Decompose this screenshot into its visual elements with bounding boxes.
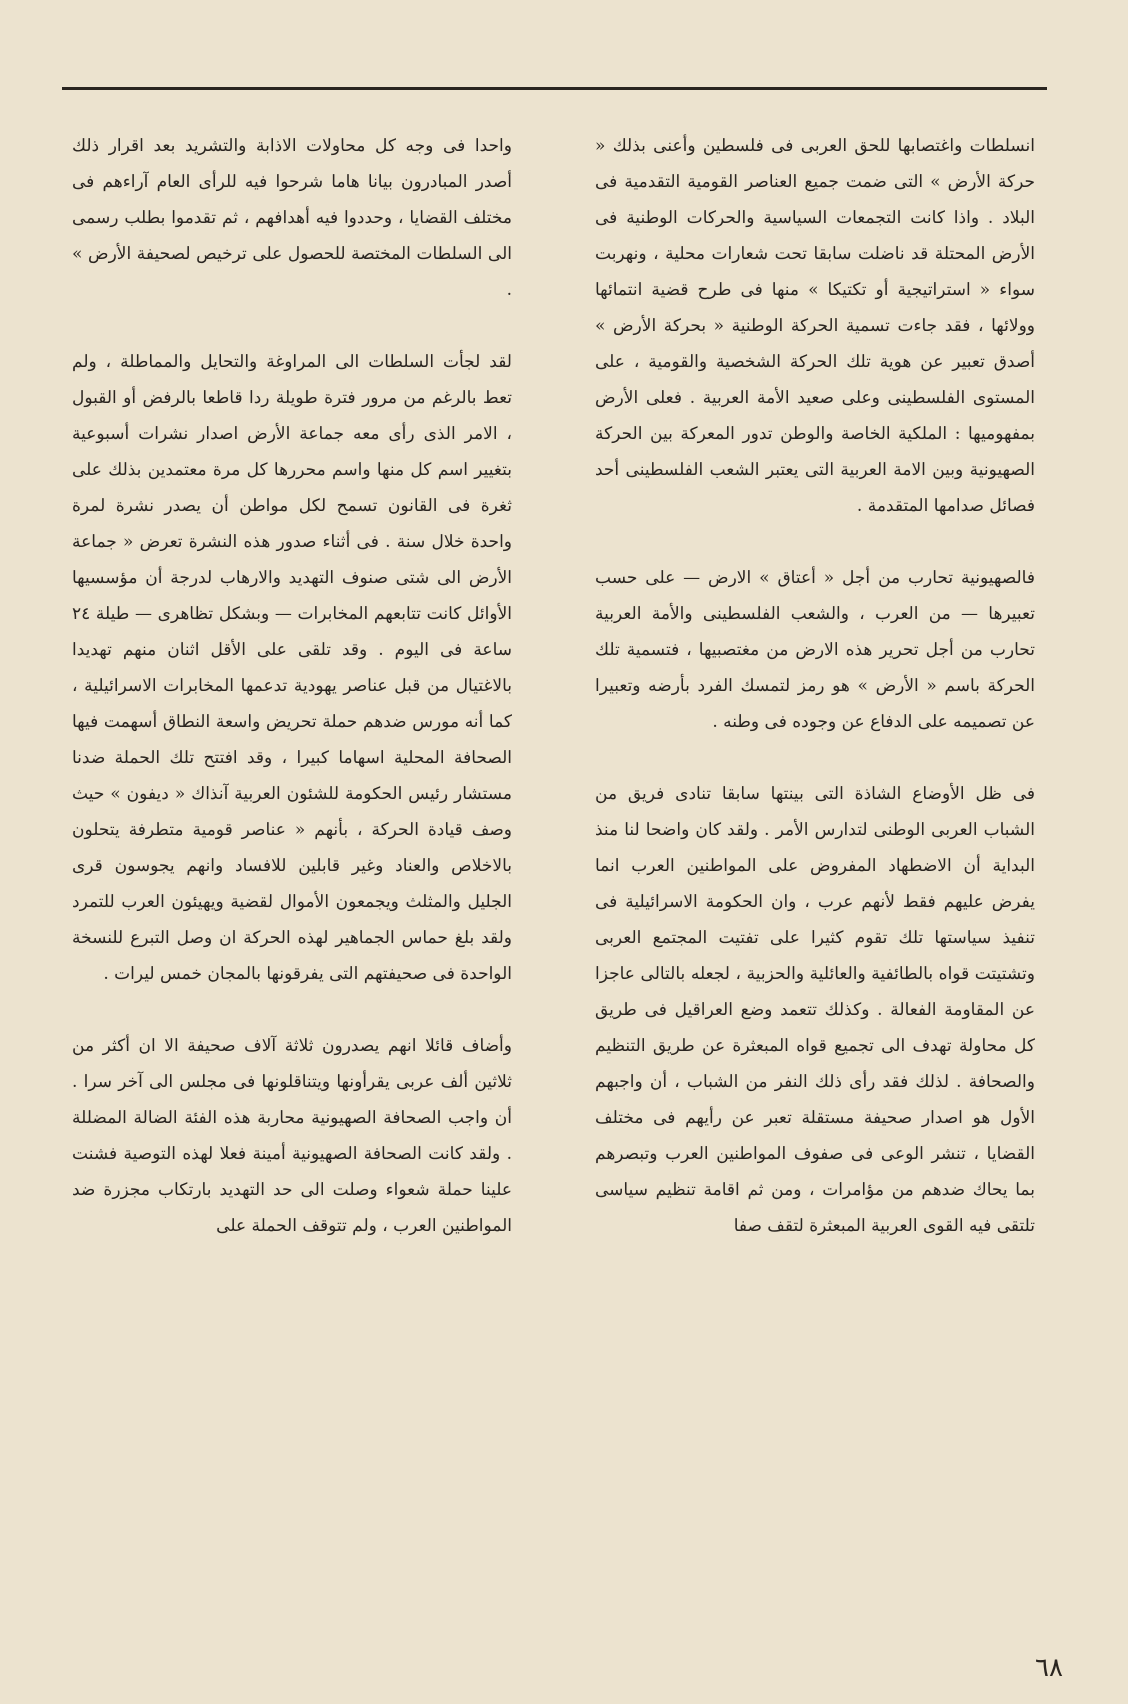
paragraph: فى ظل الأوضاع الشاذة التى بينتها سابقا تنادى فريق من الشباب العربى الوطنى لتدارس الأمر . ولقد كان واضحا لنا منذ البداية أن الاضطهاد المفروض على المواطنين العرب انما يفرض عليهم فقط لأنهم عرب ، وان الحكومة الاسرائيلية فى تنفيذ سياستها تلك تقوم كثيرا على تفتيت المجتمع العربى وتشتيتت قواه بالطائفية والعائلية والحزبية ، لجعله بالتالى عاجزا عن المقاومة الفعالة . وكذلك تتعمد وضع العراقيل فى طريق كل محاولة تهدف الى تجميع قواه المبعثرة عن طريق التنظيم والصحافة . لذلك فقد رأى ذلك النفر من الشباب ، أن واجبهم الأول هو اصدار صحيفة مستقلة تعبر عن رأيهم فى مختلف القضايا ، تنشر الوعى فى صفوف المواطنين العرب وتبصرهم بما يحاك ضدهم من مؤامرات ، ومن ثم اقامة تنظيم سياسى تلتقى فيه القوى العربية المبعثرة لتقف صفا [595,784,1035,1236]
paragraph: واحدا فى وجه كل محاولات الاذابة والتشريد بعد اقرار ذلك أصدر المبادرون بيانا هاما شرحوا فيه للرأى العام آراءهم فى مختلف القضايا ، وحددوا فيه أهدافهم ، ثم تقدموا بطلب رسمى الى السلطات المختصة للحصول على ترخيص لصحيفة الأرض » . [72,136,512,300]
paragraph: وأضاف قائلا انهم يصدرون ثلاثة آلاف صحيفة الا ان أكثر من ثلاثين ألف عربى يقرأونها ويتناقلونها فى مجلس الى آخر سرا . أن واجب الصحافة الصهيونية محاربة هذه الفئة الضالة المضللة . ولقد كانت الصحافة الصهيونية أمينة فعلا لهذه التوصية فشنت علينا حملة شعواء وصلت الى حد التهديد بارتكاب مجزرة ضد المواطنين العرب ، ولم تتوقف الحملة على [72,1036,512,1236]
top-rule [62,87,1047,90]
left-column [72,128,512,1244]
paragraph: انسلطات واغتصابها للحق العربى فى فلسطين وأعنى بذلك « حركة الأرض » التى ضمت جميع العناصر القومية التقدمية فى البلاد . واذا كانت التجمعات السياسية والحركات الوطنية فى الأرض المحتلة قد ناضلت سابقا تحت شعارات محلية ، ونهربت سواء « استراتيجية أو تكتيكا » منها فى طرح قضية انتمائها وولائها ، فقد جاءت تسمية الحركة الوطنية « بحركة الأرض » أصدق تعبير عن هوية تلك الحركة الشخصية والقومية ، على المستوى الفلسطينى وعلى صعيد الأمة العربية . فعلى الأرض بمفهوميها : الملكية الخاصة والوطن تدور المعركة بين الحركة الصهيونية وبين الامة العربية التى يعتبر الشعب الفلسطينى أحد فصائل صدامها المتقدمة . [595,136,1035,516]
page-number: ٦٨ [1035,1653,1063,1683]
paragraph: لقد لجأت السلطات الى المراوغة والتحايل والمماطلة ، ولم تعط بالرغم من مرور فترة طويلة ردا قاطعا بالرفض أو القبول ، الامر الذى رأى معه جماعة الأرض اصدار نشرات أسبوعية بتغيير اسم كل منها واسم محررها كل مرة معتمدين بذلك على ثغرة فى القانون تسمح لكل مواطن أن يصدر نشرة لمرة واحدة خلال سنة . فى أثناء صدور هذه النشرة تعرض « جماعة الأرض الى شتى صنوف التهديد والارهاب لدرجة أن مؤسسيها الأوائل كانت تتابعهم المخابرات — وبشكل تظاهرى — طيلة ٢٤ ساعة فى اليوم . وقد تلقى على الأقل اثنان منهم تهديدا بالاغتيال من قبل عناصر يهودية تدعمها المخابرات الاسرائيلية ، كما أنه مورس ضدهم حملة تحريض واسعة النطاق أسهمت فيها الصحافة المحلية اسهاما كبيرا ، وقد افتتح تلك الحملة ضدنا مستشار رئيس الحكومة للشئون العربية آنذاك « ديفون » حيث وصف قيادة الحركة ، بأنهم « عناصر قومية متطرفة يتحلون بالاخلاص والعناد وغير قابلين للافساد وانهم يجوسون قرى الجليل والمثلث ويجمعون الأموال لقضية ويهيئون العرب للتمرد ولقد بلغ حماس الجماهير لهذه الحركة ان وصل التبرع للنسخة الواحدة فى صحيفتهم التى يفرقونها بالمجان خمس ليرات . [72,352,512,984]
right-column [595,128,1035,1244]
paragraph: فالصهيونية تحارب من أجل « أعتاق » الارض — على حسب تعبيرها — من العرب ، والشعب الفلسطينى والأمة العربية تحارب من أجل تحرير هذه الارض من مغتصبيها ، فتسمية تلك الحركة باسم « الأرض » هو رمز لتمسك الفرد بأرضه وتعبيرا عن تصميمه على الدفاع عن وجوده فى وطنه . [595,568,1035,732]
